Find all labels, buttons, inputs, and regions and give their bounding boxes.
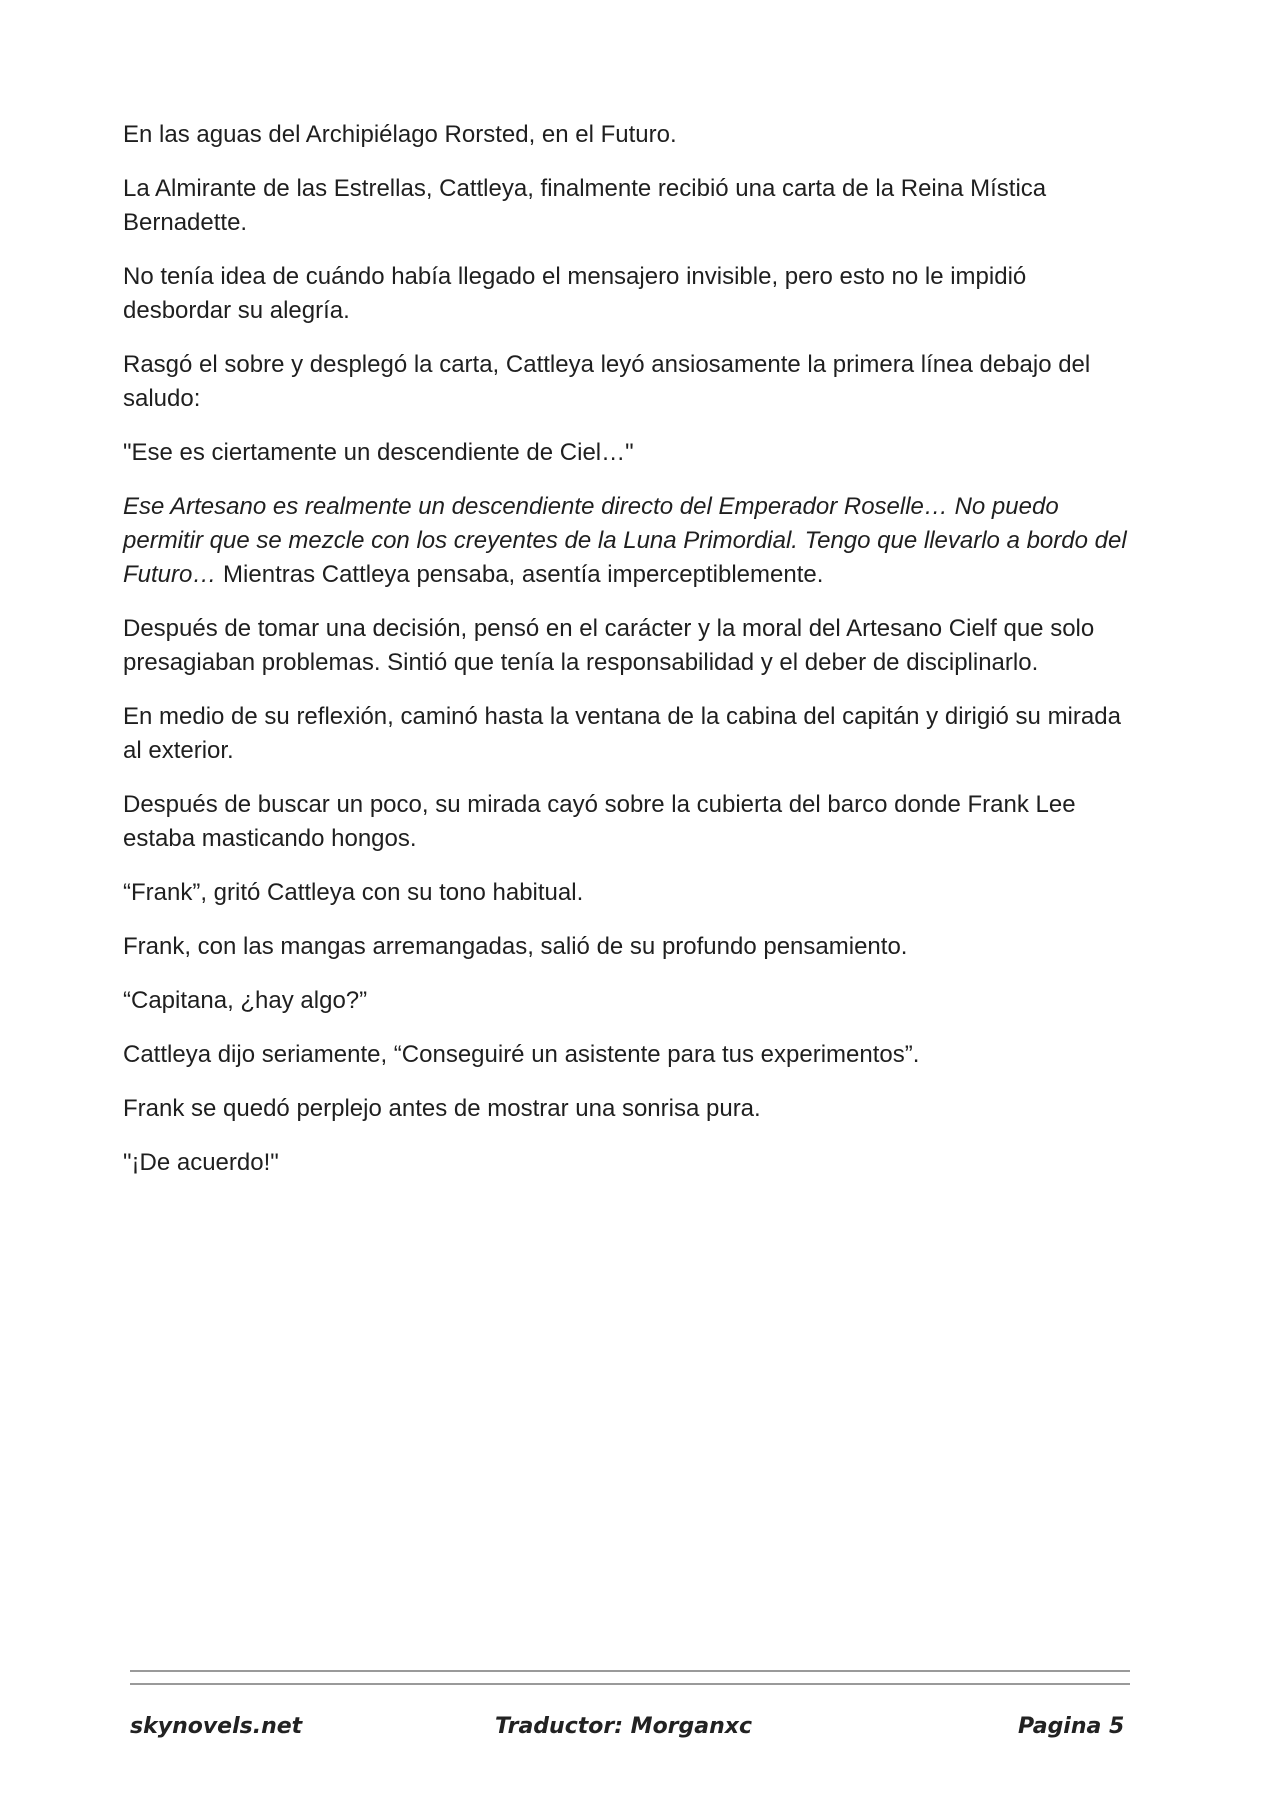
paragraph [123, 1038, 1139, 1072]
paragraph [123, 930, 1139, 964]
document-body [123, 118, 1139, 1200]
text-segment: "¡De acuerdo!" [123, 1149, 279, 1176]
footer-translator: Traductor: Morganxc [495, 1714, 753, 1739]
footer-divider-bottom [130, 1683, 1130, 1685]
text-segment: Después de buscar un poco, su mirada cayó sobre la cubierta del barco donde Frank Lee estaba masticando hongos. [123, 791, 1076, 852]
paragraph [123, 1146, 1139, 1180]
text-segment: Mientras Cattleya pensaba, asentía imperceptiblemente. [216, 561, 824, 588]
text-segment: Rasgó el sobre y desplegó la carta, Cattleya leyó ansiosamente la primera línea debajo del saludo: [123, 351, 1091, 412]
text-segment: No tenía idea de cuándo había llegado el mensajero invisible, pero esto no le impidió desbordar su alegría. [123, 263, 1027, 324]
paragraph [123, 984, 1139, 1018]
paragraph [123, 172, 1139, 240]
text-segment: "Ese es ciertamente un descendiente de Ciel…" [123, 439, 634, 466]
text-segment: Después de tomar una decisión, pensó en el carácter y la moral del Artesano Cielf que solo presagiaban problemas. Sintió que tenía la responsabilidad y el deber de disciplinarlo. [123, 615, 1095, 676]
footer-divider-top [130, 1670, 1130, 1672]
paragraph [123, 700, 1139, 768]
text-segment: Frank se quedó perplejo antes de mostrar una sonrisa pura. [123, 1095, 761, 1122]
text-segment: Frank, con las mangas arremangadas, salió de su profundo pensamiento. [123, 933, 908, 960]
paragraph [123, 788, 1139, 856]
italic-text-segment: Ese Artesano es realmente un descendiente directo del Emperador Roselle… No puedo permitir que se mezcle con los creyentes de la Luna Primordial. Tengo que llevarlo a bordo del Futuro… [123, 493, 1127, 588]
text-segment: La Almirante de las Estrellas, Cattleya, finalmente recibió una carta de la Reina Mística Bernadette. [123, 175, 1047, 236]
footer-page-number: Pagina 5 [1018, 1714, 1125, 1739]
text-segment: En medio de su reflexión, caminó hasta la ventana de la cabina del capitán y dirigió su mirada al exterior. [123, 703, 1121, 764]
text-segment: “Frank”, gritó Cattleya con su tono habitual. [123, 879, 584, 906]
paragraph [123, 490, 1139, 592]
paragraph [123, 612, 1139, 680]
paragraph [123, 348, 1139, 416]
text-segment: Cattleya dijo seriamente, “Conseguiré un asistente para tus experimentos”. [123, 1041, 920, 1068]
paragraph [123, 876, 1139, 910]
text-segment: “Capitana, ¿hay algo?” [123, 987, 368, 1014]
paragraph [123, 118, 1139, 152]
paragraph [123, 260, 1139, 328]
text-segment: En las aguas del Archipiélago Rorsted, en el Futuro. [123, 121, 677, 148]
footer-site: skynovels.net [130, 1714, 303, 1739]
paragraph [123, 436, 1139, 470]
paragraph [123, 1092, 1139, 1126]
